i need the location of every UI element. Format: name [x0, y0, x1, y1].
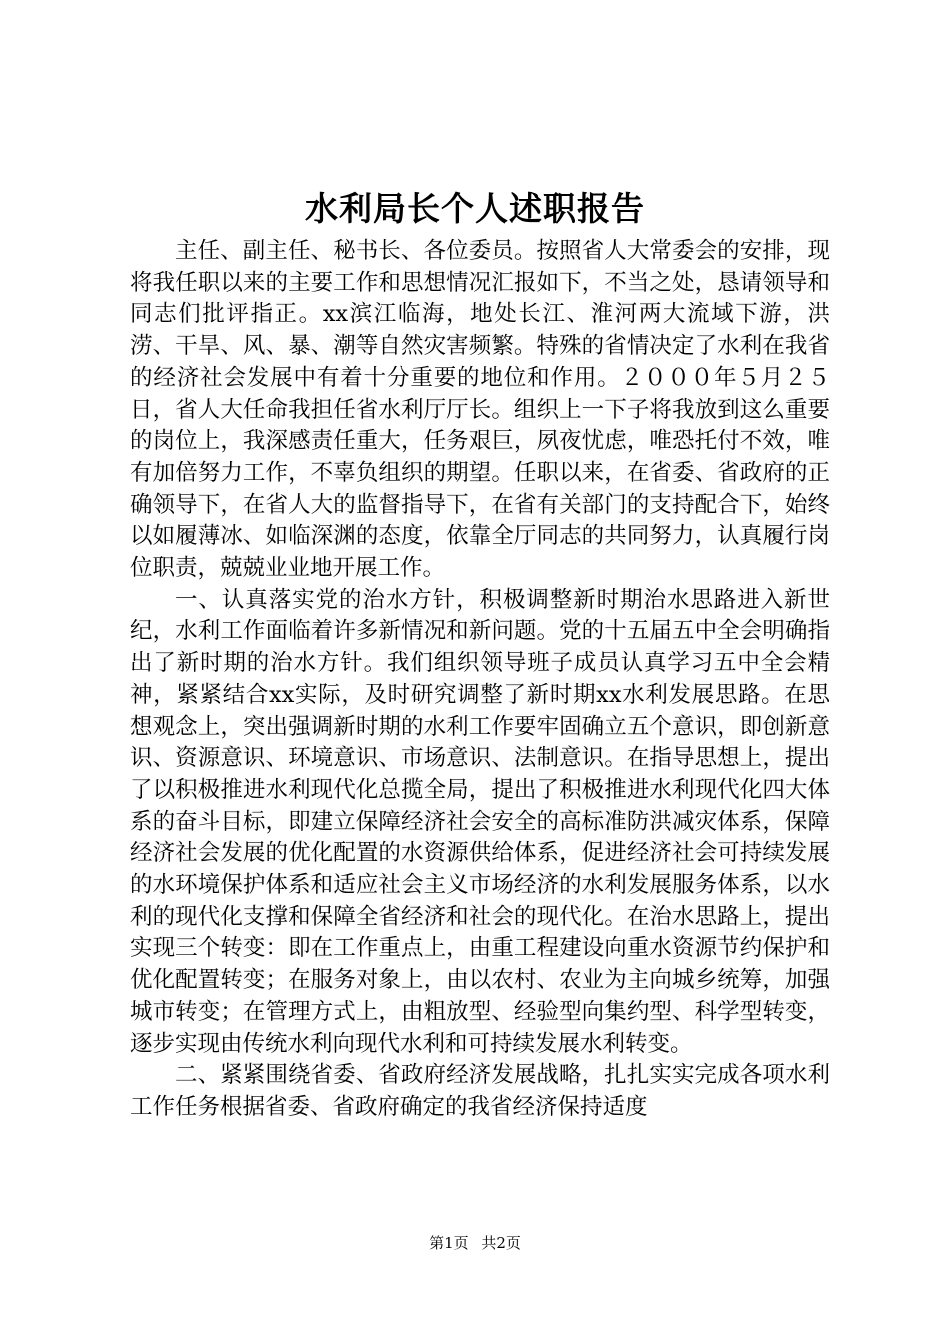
document-title: 水利局长个人述职报告	[305, 189, 645, 228]
paragraph-section-two: 二、紧紧围绕省委、省政府经济发展战略，扎扎实实完成各项水利工作任务根据省委、省政府确定的我省经济保持适度	[130, 1062, 830, 1120]
page-number-current: 第1页	[429, 1234, 469, 1252]
page-number-total: 共2页	[481, 1234, 521, 1252]
paragraph-intro: 主任、副主任、秘书长、各位委员。按照省人大常委会的安排，现将我任职以来的主要工作和思想情况汇报如下，不当之处，恳请领导和同志们批评指正。xx滨江临海，地处长江、淮河两大流域下游，洪涝、干旱、风、暴、潮等自然灾害频繁。特殊的省情决定了水利在我省的经济社会发展中有着十分重要的地位和作用。２０００年５月２５日，省人大任命我担任省水利厅厅长。组织上一下子将我放到这么重要的岗位上，我深感责任重大，任务艰巨，夙夜忧虑，唯恐托付不效，唯有加倍努力工作，不辜负组织的期望。任职以来，在省委、省政府的正确领导下，在省人大的监督指导下，在省有关部门的支持配合下，始终以如履薄冰、如临深渊的态度，依靠全厅同志的共同努力，认真履行岗位职责，兢兢业业地开展工作。	[130, 238, 830, 582]
document-body	[130, 236, 830, 1124]
page-footer	[0, 1232, 950, 1254]
paragraph-section-one: 一、认真落实党的治水方针，积极调整新时期治水思路进入新世纪，水利工作面临着许多新情况和新问题。党的十五届五中全会明确指出了新时期的治水方针。我们组织领导班子成员认真学习五中全会精神，紧紧结合xx实际，及时研究调整了新时期xx水利发展思路。在思想观念上，突出强调新时期的水利工作要牢固确立五个意识，即创新意识、资源意识、环境意识、市场意识、法制意识。在指导思想上，提出了以积极推进水利现代化总揽全局，提出了积极推进水利现代化四大体系的奋斗目标，即建立保障经济社会安全的高标准防洪减灾体系，保障经济社会发展的优化配置的水资源供给体系，促进经济社会可持续发展的水环境保护体系和适应社会主义市场经济的水利发展服务体系，以水利的现代化支撑和保障全省经济和社会的现代化。在治水思路上，提出实现三个转变：即在工作重点上，由重工程建设向重水资源节约保护和优化配置转变；在服务对象上，由以农村、农业为主向城乡统筹，加强城市转变；在管理方式上，由粗放型、经验型向集约型、科学型转变，逐步实现由传统水利向现代水利和可持续发展水利转变。	[130, 586, 830, 1057]
